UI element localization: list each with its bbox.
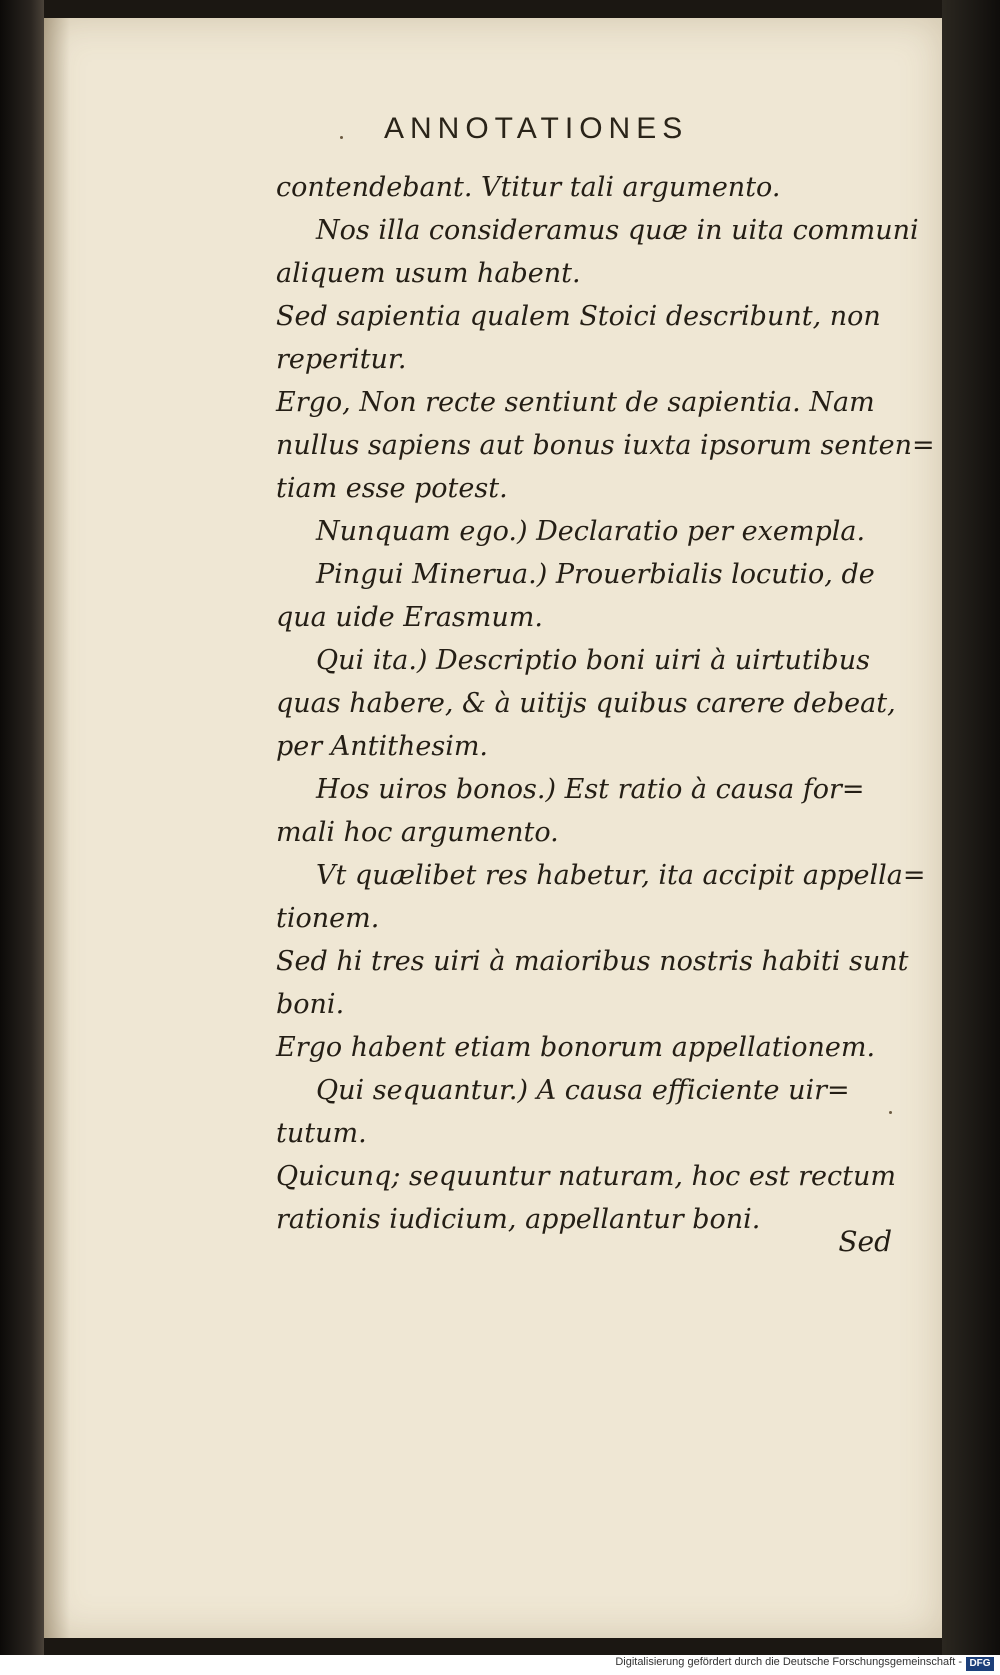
text-block [276, 166, 935, 1241]
text-line: Pingui Minerua.) Prouerbialis locutio, de [316, 559, 875, 590]
digitization-credit: Digitalisierung gefördert durch die Deutsche Forschungsgemeinschaft - [615, 1656, 962, 1668]
ink-speck [340, 136, 343, 139]
text-line: Nunquam ego.) Declaratio per exempla. [316, 516, 866, 547]
text-line: Vt quælibet res habetur, ita accipit appella= [316, 860, 926, 891]
text-line: rationis iudicium, appellantur boni. [276, 1204, 761, 1235]
text-line: qua uide Erasmum. [276, 602, 543, 633]
text-line: contendebant. Vtitur tali argumento. [276, 172, 781, 203]
running-head: ANNOTATIONES [384, 112, 689, 145]
catchword: Sed [838, 1225, 892, 1258]
text-line: Ergo habent etiam bonorum appellationem. [276, 1032, 876, 1063]
text-line: tiam esse potest. [276, 473, 508, 504]
ink-speck [889, 1111, 892, 1114]
text-line: Quicunq; sequuntur naturam, hoc est rectum [276, 1161, 896, 1192]
text-line: tutum. [276, 1118, 367, 1149]
text-line: Qui sequantur.) A causa efficiente uir= [316, 1075, 850, 1106]
text-line: Sed hi tres uiri à maioribus nostris habiti sunt [276, 946, 909, 977]
text-line: aliquem usum habent. [276, 258, 581, 289]
dfg-logo: DFG [966, 1657, 994, 1671]
text-line: Hos uiros bonos.) Est ratio à causa for= [316, 774, 865, 805]
book-fore-edge [942, 0, 1000, 1655]
text-line: Nos illa consideramus quæ in uita communi [316, 215, 919, 246]
text-line: mali hoc argumento. [276, 817, 559, 848]
text-line: per Antithesim. [276, 731, 489, 762]
text-line: Qui ita.) Descriptio boni uiri à uirtutibus [316, 645, 870, 676]
text-line: tionem. [276, 903, 380, 934]
text-line: Sed sapientia qualem Stoici describunt, non [276, 301, 881, 332]
book-page [44, 18, 942, 1638]
page-shadow [44, 18, 70, 1638]
book-gutter-edge [0, 0, 44, 1655]
text-line: quas habere, & à uitijs quibus carere debeat, [276, 688, 896, 719]
text-line: Ergo, Non recte sentiunt de sapientia. Nam [276, 387, 875, 418]
text-line: boni. [276, 989, 345, 1020]
text-line: nullus sapiens aut bonus iuxta ipsorum senten= [276, 430, 935, 461]
text-line: reperitur. [276, 344, 407, 375]
